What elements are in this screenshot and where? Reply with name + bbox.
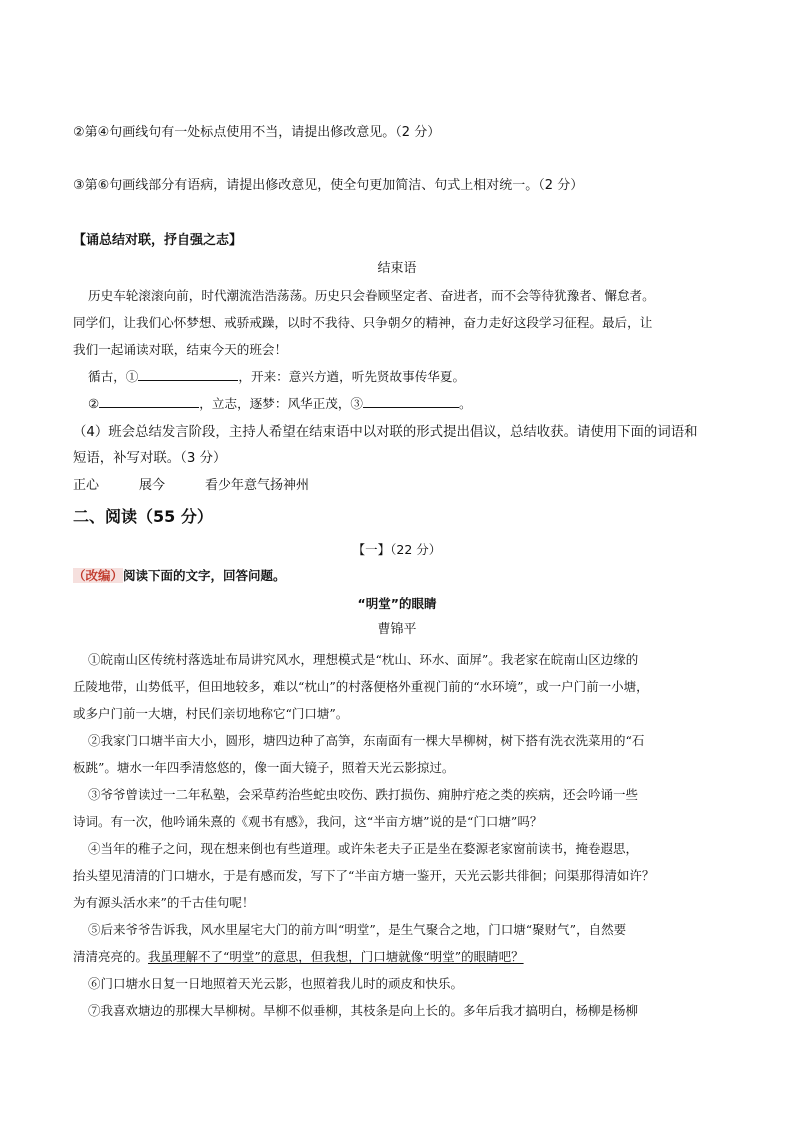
paragraph-line-13: ⑥门口塘水日复一日地照着天光云影，也照着我儿时的顽皮和快乐。 bbox=[88, 976, 464, 991]
paragraph-line-14: ⑦我喜欢塘边的那棵大旱柳树。旱柳不似垂柳，其枝条是向上长的。多年后我才搞明白，杨柳是杨柳 bbox=[88, 1003, 639, 1018]
adapted-tag: （改编） bbox=[73, 568, 124, 583]
paragraph-line-11: ⑤后来爷爷告诉我，风水里屋宅大门的前方叫“明堂”，是生气聚合之地，门口塘“聚财气”，自然要 bbox=[88, 922, 627, 937]
question-4-line-2: 短语，补写对联。（3 分） bbox=[73, 451, 227, 466]
paragraph-line-12 bbox=[73, 948, 524, 966]
subsection-label: 【一】（22 分） bbox=[352, 542, 442, 557]
underlined-sentence: 我虽理解不了“明堂”的意思，但我想，门口塘就像“明堂”的眼睛吧？ bbox=[148, 949, 524, 964]
question-2: ②第④句画线句有一处标点使用不当，请提出修改意见。（2 分） bbox=[73, 125, 441, 140]
couplet-l1-prefix: 循古，① bbox=[88, 369, 139, 384]
article-title: “明堂”的眼睛 bbox=[357, 596, 437, 611]
paragraph-line-5: 板跳”。塘水一年四季清悠悠的，像一面大镜子，照着天光云影掠过。 bbox=[73, 760, 455, 775]
question-3: ③第⑥句画线部分有语病，请提出修改意见，使全句更加简洁、句式上相对统一。（2 分） bbox=[73, 178, 584, 193]
paragraph-line-4: ②我家门口塘半亩大小，圆形，塘四边种了高笋，东南面有一棵大旱柳树，树下搭有洗衣洗菜用的“石 bbox=[88, 733, 645, 748]
part-2-heading: 二、阅读（55 分） bbox=[73, 507, 213, 526]
paragraph-line-3: 或多户门前一大塘，村民们亲切地称它“门口塘”。 bbox=[73, 706, 349, 721]
closing-line-1: 历史车轮滚滚向前，时代潮流浩浩荡荡。历史只会眷顾坚定者、奋进者，而不会等待犹豫者、懈怠者。 bbox=[88, 288, 655, 303]
paragraph-line-6: ③爷爷曾读过一二年私塾，会采草药治些蛇虫咬伤、跌打损伤、痈肿疔疮之类的疾病，还会吟诵一些 bbox=[88, 787, 639, 802]
couplet-l1-suffix: ，开来：意兴方遒，听先贤故事传华夏。 bbox=[238, 369, 466, 384]
couplet-l2-prefix: ② bbox=[88, 396, 100, 411]
paragraph-line-10: 为有源头活水来”的千古佳句呢！ bbox=[73, 895, 255, 910]
paragraph-line-2: 丘陵地带，山势低平，但田地较多，难以“枕山”的村落便格外重视门前的“水环境”，或一户门前一小塘， bbox=[73, 679, 649, 694]
instruction-text: 阅读下面的文字，回答问题。 bbox=[123, 568, 286, 583]
couplet-l2-end: 。 bbox=[459, 396, 472, 411]
closing-title: 结束语 bbox=[377, 261, 417, 276]
couplet-line-2 bbox=[88, 395, 472, 413]
answer-blank-2[interactable] bbox=[99, 395, 199, 408]
paragraph-line-9: 抬头望见清清的门口塘水，于是有感而发，写下了“半亩方塘一鉴开，天光云影共徘徊；问渠那得清如许？ bbox=[73, 868, 655, 883]
word-3: 看少年意气扬神州 bbox=[205, 478, 310, 493]
word-2: 展今 bbox=[139, 478, 166, 493]
couplet-l2-mid: ，立志，逐梦：风华正茂，③ bbox=[199, 396, 364, 411]
answer-blank-1[interactable] bbox=[138, 368, 238, 381]
word-list bbox=[73, 477, 309, 495]
question-4-line-1: （4）班会总结发言阶段，主持人希望在结束语中以对联的形式提出倡议，总结收获。请使用下面的词语和 bbox=[73, 425, 698, 440]
closing-line-2: 同学们，让我们心怀梦想、戒骄戒躁，以时不我待、只争朝夕的精神，奋力走好这段学习征程。最后，让 bbox=[73, 315, 653, 330]
article-author: 曹锦平 bbox=[377, 622, 417, 637]
instruction-line bbox=[73, 567, 286, 585]
paragraph-line-12-start: 清清亮亮的。 bbox=[73, 949, 149, 964]
paragraph-line-8: ④当年的稚子之问，现在想来倒也有些道理。或许朱老夫子正是坐在婺源老家窗前读书，掩卷遐思， bbox=[88, 841, 639, 856]
section-heading: 【诵总结对联，抒自强之志】 bbox=[73, 233, 243, 248]
word-1: 正心 bbox=[73, 478, 100, 493]
paragraph-line-1: ①皖南山区传统村落选址布局讲究风水，理想模式是“枕山、环水、面屏”。我老家在皖南山区边缘的 bbox=[88, 652, 639, 667]
couplet-line-1 bbox=[88, 368, 465, 386]
closing-line-3: 我们一起诵读对联，结束今天的班会！ bbox=[73, 342, 288, 357]
answer-blank-3[interactable] bbox=[363, 395, 459, 408]
paragraph-line-7: 诗词。有一次，他吟诵朱熹的《观书有感》，我问，这“半亩方塘”说的是“门口塘”吗？ bbox=[73, 814, 543, 829]
